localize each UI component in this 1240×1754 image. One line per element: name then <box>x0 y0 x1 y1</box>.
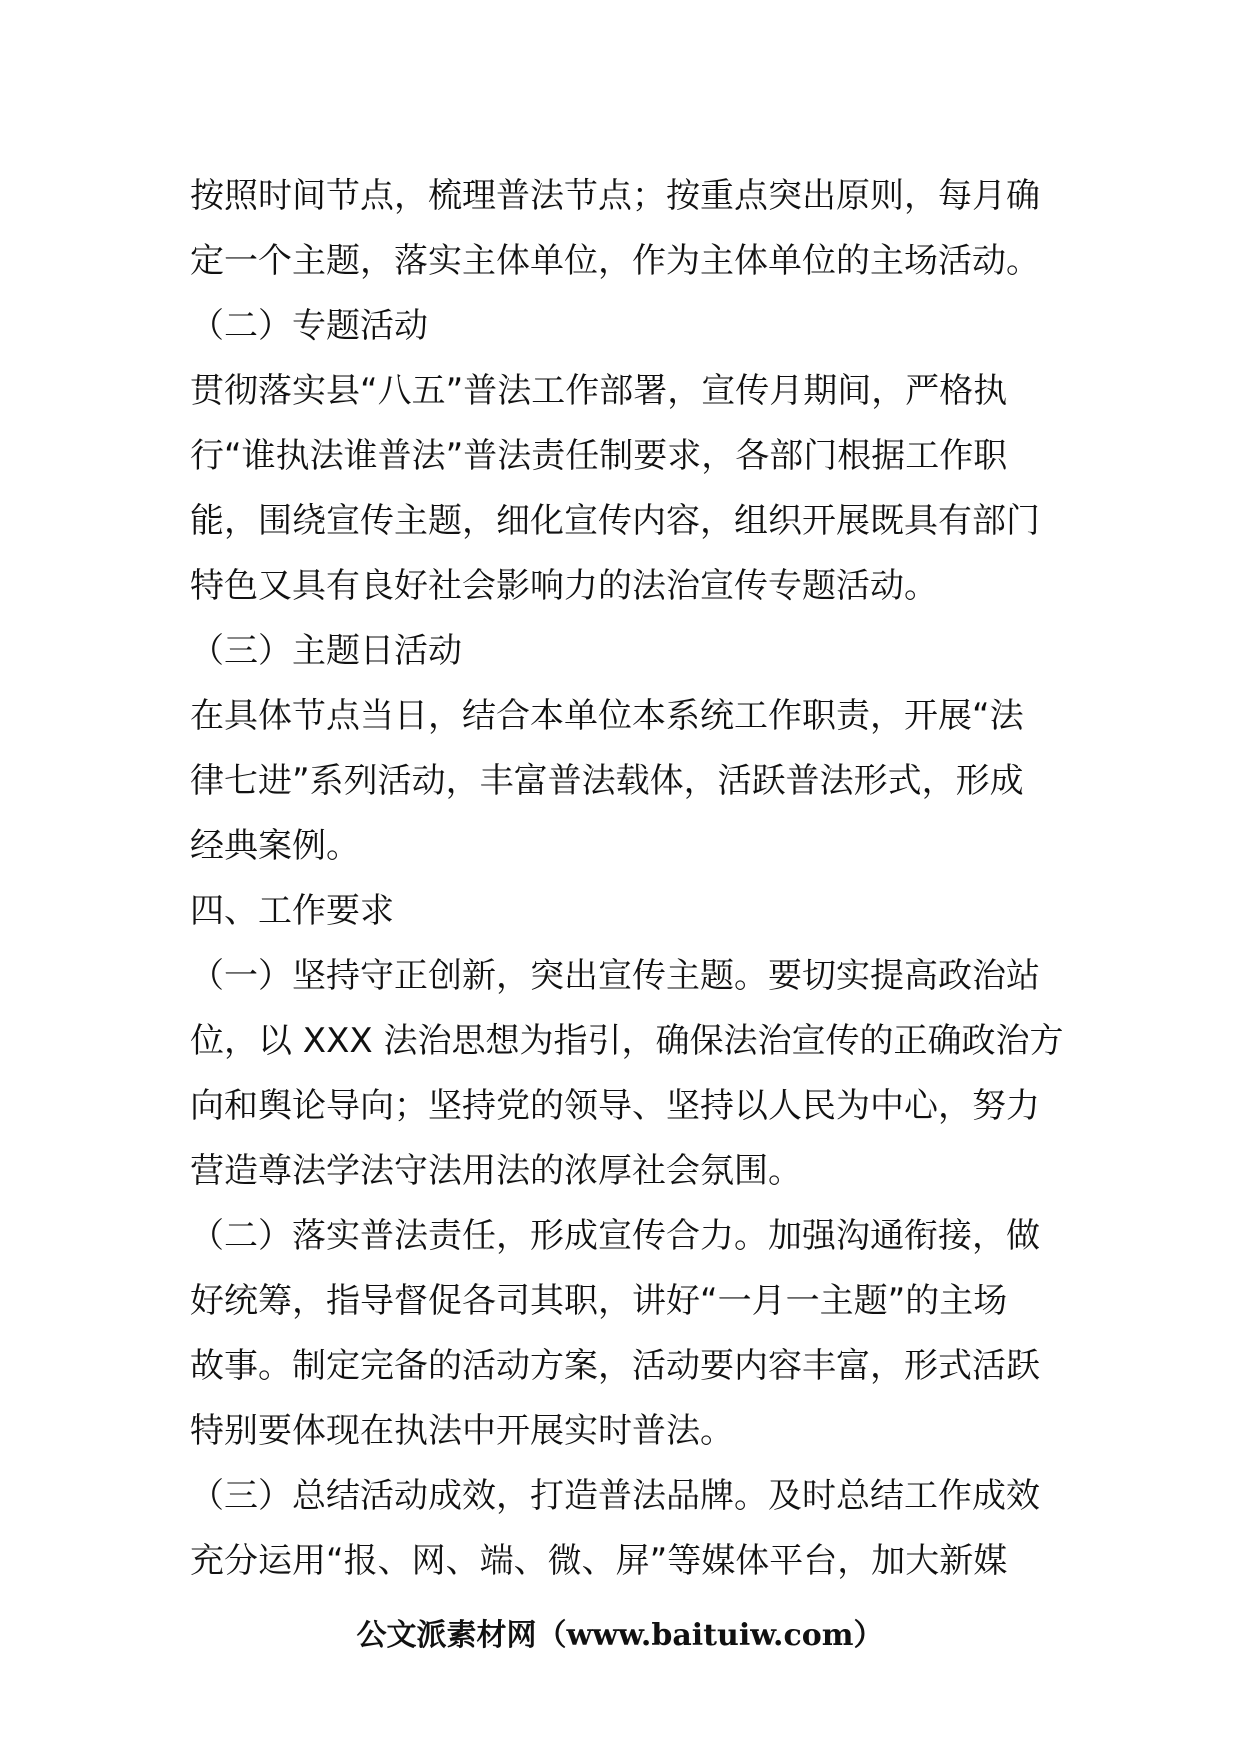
text-line: 经典案例。 <box>190 826 360 866</box>
text-line: 特色又具有良好社会影响力的法治宣传专题活动。 <box>190 566 938 606</box>
text-line: 贯彻落实县“八五”普法工作部署，宣传月期间，严格执 <box>190 371 1008 411</box>
text-line: 充分运用“报、网、端、微、屏”等媒体平台，加大新媒 <box>190 1541 1008 1581</box>
text-line: （三）总结活动成效，打造普法品牌。及时总结工作成效 <box>190 1476 1040 1516</box>
text-line: 定一个主题，落实主体单位，作为主体单位的主场活动。 <box>190 241 1040 281</box>
text-line: （一）坚持守正创新，突出宣传主题。要切实提高政治站 <box>190 956 1040 996</box>
text-line: 位，以 XXX 法治思想为指引，确保法治宣传的正确政治方 <box>190 1021 1064 1061</box>
text-line: 律七进”系列活动，丰富普法载体，活跃普法形式，形成 <box>190 761 1024 801</box>
text-line: 故事。制定完备的活动方案，活动要内容丰富，形式活跃 <box>190 1346 1040 1386</box>
text-line: 按照时间节点，梳理普法节点；按重点突出原则，每月确 <box>190 176 1040 216</box>
text-line: 营造尊法学法守法用法的浓厚社会氛围。 <box>190 1151 802 1191</box>
text-line: 能，围绕宣传主题，细化宣传内容，组织开展既具有部门 <box>190 501 1040 541</box>
text-line: 向和舆论导向；坚持党的领导、坚持以人民为中心，努力 <box>190 1086 1040 1126</box>
section-heading: （三）主题日活动 <box>190 631 462 671</box>
text-line: 好统筹，指导督促各司其职，讲好“一月一主题”的主场 <box>190 1281 1008 1321</box>
text-line: 在具体节点当日，结合本单位本系统工作职责，开展“法 <box>190 696 1024 736</box>
text-line: 特别要体现在执法中开展实时普法。 <box>190 1411 734 1451</box>
text-line: （二）落实普法责任，形成宣传合力。加强沟通衔接，做 <box>190 1216 1040 1256</box>
text-line: 行“谁执法谁普法”普法责任制要求，各部门根据工作职 <box>190 436 1008 476</box>
document-body <box>190 164 1065 1594</box>
footer-source: 公文派素材网（www.baituiw.com） <box>356 1618 884 1653</box>
section-heading: （二）专题活动 <box>190 306 428 346</box>
section-heading: 四、工作要求 <box>190 891 394 931</box>
